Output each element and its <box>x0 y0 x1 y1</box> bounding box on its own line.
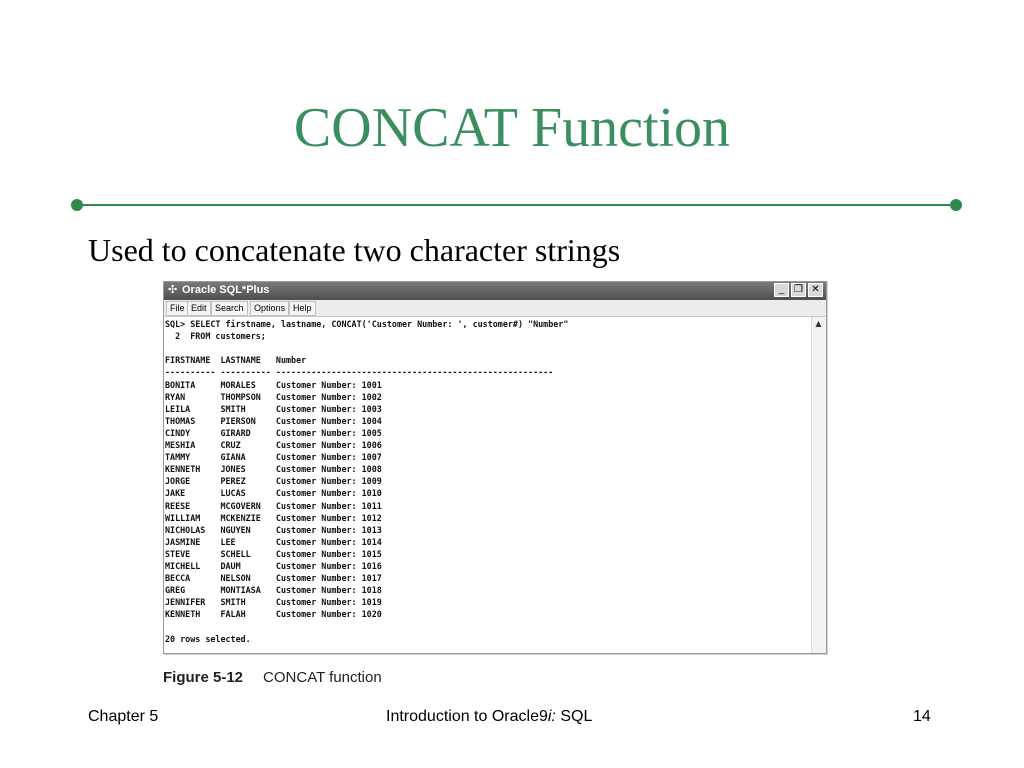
footer-chapter: Chapter 5 <box>88 708 159 725</box>
console-line: SQL> SELECT firstname, lastname, CONCAT('Customer Number: ', customer#) "Number" <box>165 319 569 329</box>
figure-number: Figure 5-12 <box>163 669 244 686</box>
menu-file[interactable]: File <box>166 301 189 316</box>
console-line: REESE MCGOVERN Customer Number: 1011 <box>165 500 382 511</box>
window-title: Oracle SQL*Plus <box>182 284 270 296</box>
menu-help[interactable]: Help <box>289 301 316 316</box>
console-output[interactable] <box>164 317 813 653</box>
console-line: WILLIAM MCKENZIE Customer Number: 1012 <box>165 512 382 523</box>
footer-title-prefix: Introduction to Oracle9 <box>386 708 548 725</box>
slide-title: CONCAT Function <box>293 97 731 159</box>
console-line: CINDY GIRARD Customer Number: 1005 <box>165 427 382 438</box>
console-line: JORGE PEREZ Customer Number: 1009 <box>165 476 382 487</box>
restore-button[interactable]: ❐ <box>791 283 806 297</box>
console-line: 20 rows selected. <box>165 633 251 644</box>
console-line: BONITA MORALES Customer Number: 1001 <box>165 379 382 390</box>
console-line: STEVE SCHELL Customer Number: 1015 <box>165 548 382 559</box>
console-line: 2 FROM customers; <box>165 331 266 342</box>
rule-right-dot <box>950 199 962 211</box>
footer-title-suffix: SQL <box>555 708 593 725</box>
title-rule <box>77 204 957 206</box>
footer-title-italic: i: <box>547 708 556 725</box>
console-line: ---------- ---------- ------------------------------------------------------- <box>165 367 554 378</box>
console-line: KENNETH JONES Customer Number: 1008 <box>165 464 382 475</box>
figure-caption <box>163 669 382 686</box>
close-button[interactable]: ✕ <box>808 283 823 297</box>
menu-options[interactable]: Options <box>250 301 289 316</box>
scroll-up-arrow-icon[interactable]: ▲ <box>815 319 822 328</box>
minimize-button[interactable]: _ <box>774 283 789 297</box>
console-line: MESHIA CRUZ Customer Number: 1006 <box>165 440 382 450</box>
footer-page-number: 14 <box>913 708 931 725</box>
footer-course-title <box>386 708 592 726</box>
console-line: THOMAS PIERSON Customer Number: 1004 <box>165 415 382 426</box>
app-icon: ✣ <box>168 284 178 296</box>
menu-search[interactable]: Search <box>211 301 248 316</box>
rule-left-dot <box>71 199 83 211</box>
window-titlebar[interactable] <box>164 282 826 300</box>
console-line: KENNETH FALAH Customer Number: 1020 <box>165 609 382 620</box>
console-line: FIRSTNAME LASTNAME Number <box>165 355 307 366</box>
console-line: JASMINE LEE Customer Number: 1014 <box>165 536 382 547</box>
figure-caption-text: CONCAT function <box>263 669 382 686</box>
sqlplus-window <box>163 281 827 654</box>
console-line: MICHELL DAUM Customer Number: 1016 <box>165 561 382 571</box>
console-line: NICHOLAS NGUYEN Customer Number: 1013 <box>165 524 382 535</box>
console-line: JENNIFER SMITH Customer Number: 1019 <box>165 597 382 608</box>
console-line: RYAN THOMPSON Customer Number: 1002 <box>165 391 382 402</box>
slide-subtitle: Used to concatenate two character strings <box>88 232 621 268</box>
console-line: LEILA SMITH Customer Number: 1003 <box>165 403 382 414</box>
console-line: JAKE LUCAS Customer Number: 1010 <box>165 488 382 499</box>
console-line: TAMMY GIANA Customer Number: 1007 <box>165 452 382 463</box>
console-line: BECCA NELSON Customer Number: 1017 <box>165 573 382 584</box>
console-line: GREG MONTIASA Customer Number: 1018 <box>165 585 382 596</box>
menu-bar <box>164 300 826 317</box>
menu-edit[interactable]: Edit <box>187 301 211 316</box>
vertical-scrollbar[interactable] <box>811 317 826 653</box>
